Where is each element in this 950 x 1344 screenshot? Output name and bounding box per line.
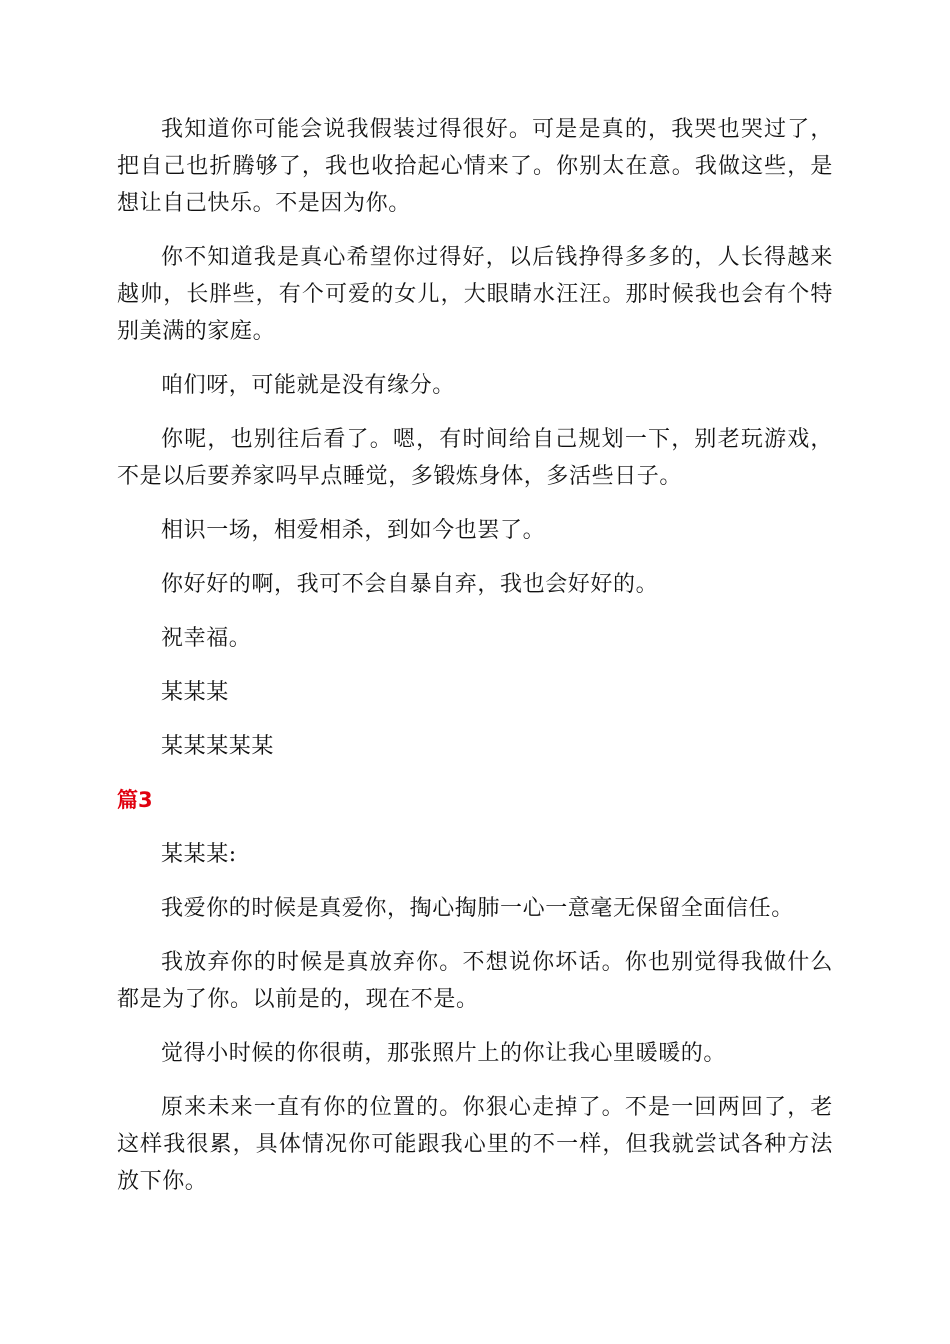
paragraph: 我知道你可能会说我假装过得很好。可是是真的，我哭也哭过了，把自己也折腾够了，我也收拾起心情来了。你别太在意。我做这些，是想让自己快乐。不是因为你。: [117, 117, 833, 216]
paragraph: 我放弃你的时候是真放弃你。不想说你坏话。你也别觉得我做什么都是为了你。以前是的，现在不是。: [117, 950, 833, 1012]
section-heading: 篇3: [117, 788, 153, 812]
paragraph: 你好好的啊，我可不会自暴自弃，我也会好好的。: [161, 572, 659, 597]
paragraph: 相识一场，相爱相杀，到如今也罢了。: [161, 518, 546, 543]
salutation: 某某某:: [161, 842, 237, 867]
paragraph: 你不知道我是真心希望你过得好，以后钱挣得多多的，人长得越来越帅，长胖些，有个可爱的女儿，大眼睛水汪汪。那时候我也会有个特别美满的家庭。: [117, 245, 833, 344]
paragraph: 咱们呀，可能就是没有缘分。: [161, 373, 455, 398]
paragraph: 觉得小时候的你很萌，那张照片上的你让我心里暖暖的。: [161, 1041, 727, 1066]
paragraph: 祝幸福。: [161, 626, 252, 651]
document-body: [117, 111, 833, 1217]
paragraph: 原来未来一直有你的位置的。你狠心走掉了。不是一回两回了，老这样我很累，具体情况你可能跟我心里的不一样，但我就尝试各种方法放下你。: [117, 1095, 833, 1194]
signature-line: 某某某: [161, 680, 229, 705]
paragraph: 你呢，也别往后看了。嗯，有时间给自己规划一下，别老玩游戏，不是以后要养家吗早点睡觉，多锻炼身体，多活些日子。: [117, 427, 833, 489]
paragraph: 我爱你的时候是真爱你，掏心掏肺一心一意毫无保留全面信任。: [161, 896, 794, 921]
signature-line: 某某某某某: [161, 734, 275, 759]
